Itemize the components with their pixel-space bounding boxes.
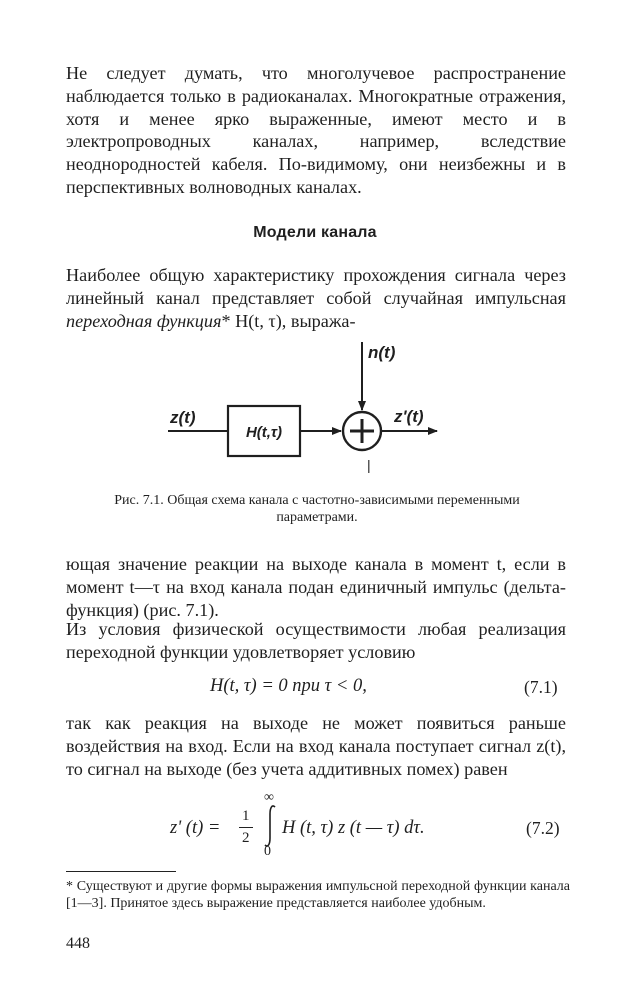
page-number: 448 (66, 935, 90, 952)
equation-7-2-number: (7.2) (526, 818, 560, 838)
eq2-denominator: 2 (242, 830, 250, 846)
output-label: z'(t) (394, 407, 424, 426)
integral-sign (260, 804, 280, 848)
summer-tick-mark: | (367, 457, 371, 473)
eq2-lower-limit: 0 (264, 844, 271, 859)
intro-paragraph: Не следует думать, что многолучевое распространение наблюдается только в радиоканалах. Многократные отражения, хотя и менее ярко выраженные, имеют место и в электропроводных каналах, например, вследствие неоднородностей кабеля. По-видимому, они неизбежны и в перспективных волноводных каналах. (66, 63, 566, 197)
eq2-lhs: z' (t) = (170, 818, 221, 838)
paragraph-2: ющая значение реакции на выходе канала в момент t, если в момент t—τ на вход канала подан единичный импульс (дельта-функция) (рис. 7.1). (66, 554, 566, 620)
paragraph-4: так как реакция на выходе не может появиться раньше воздействия на вход. Если на вход канала поступает сигнал z(t), то сигнал на выходе (без учета аддитивных помех) равен (66, 713, 566, 779)
paragraph-1: Наиболее общую характеристику прохождения сигнала через линейный канал представляет собой случайная импульсная переходная функция* H(t, τ), выража- (66, 265, 566, 331)
equation-7-1: H(t, τ) = 0 при τ < 0, (210, 676, 367, 696)
eq2-numerator: 1 (242, 808, 250, 824)
eq2-upper-limit: ∞ (264, 790, 274, 805)
footnote-rule (66, 871, 176, 872)
noise-label: n(t) (368, 343, 396, 362)
figure-caption: Рис. 7.1. Общая схема канала с частотно-зависимыми переменными параметрами. (114, 493, 520, 525)
input-label: z(t) (170, 408, 196, 427)
footnote: * Существуют и другие формы выражения импульсной переходной функции канала [1—3]. Принятое здесь выражение представляется наиболее удобным. (66, 879, 570, 911)
term-transfer-function: переходная функция (66, 310, 222, 331)
eq2-fraction-bar (239, 827, 253, 828)
eq2-integrand: H (t, τ) z (t — τ) dτ. (282, 818, 425, 838)
paragraph-3: Из условия физической осуществимости любая реализация переходной функции удовлетворяет условию (66, 619, 566, 662)
section-heading: Модели канала (253, 224, 377, 241)
equation-7-2 (170, 790, 470, 862)
block-label: H(t,τ) (245, 424, 283, 441)
channel-diagram (0, 340, 630, 480)
equation-7-1-number: (7.1) (524, 677, 558, 697)
